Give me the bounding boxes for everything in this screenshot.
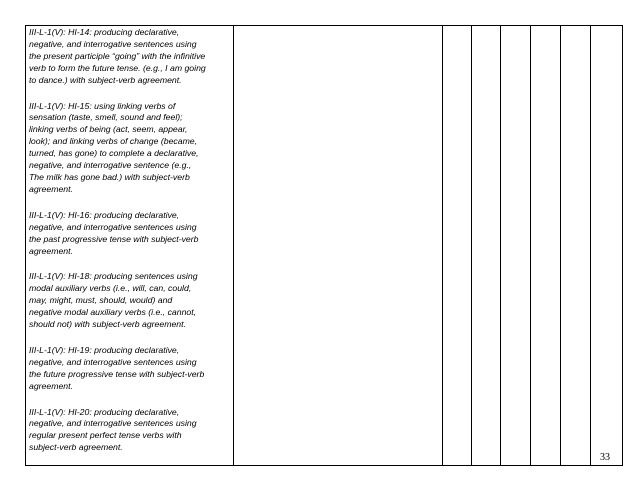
standard-hi-18: III-L-1(V): HI-18: producing sentences using modal auxiliary verbs (i.e., will, can, could, may, might, must, should, would) and negative modal auxiliary verbs (i.e., cannot, should not) with subject-verb agreement. (29, 271, 198, 330)
empty-cell-check-2 (472, 26, 501, 466)
empty-cell-check-4 (531, 26, 561, 466)
empty-cell-check-1 (443, 26, 472, 466)
empty-cell-check-5 (561, 26, 591, 466)
empty-cell-notes (234, 26, 443, 466)
standard-hi-16: III-L-1(V): HI-16: producing declarative, negative, and interrogative sentences using the past progressive tense with subject-verb agreement. (29, 209, 199, 256)
standards-table (25, 25, 623, 466)
standard-hi-19: III-L-1(V): HI-19: producing declarative, negative, and interrogative sentences using the future progressive tense with subject-verb agreement. (29, 344, 205, 391)
empty-cell-check-6 (591, 26, 623, 466)
empty-cell-check-3 (501, 26, 531, 466)
page-number: 33 (600, 452, 610, 463)
standard-hi-14: III-L-1(V): HI-14: producing declarative, negative, and interrogative sentences using the present participle “going” with the infinitive verb to form the future tense. (e.g., I am going to dance.) with subject-verb agreement. (29, 27, 206, 85)
standards-cell (26, 26, 234, 466)
standard-hi-20: III-L-1(V): HI-20: producing declarative, negative, and interrogative sentences using regular present perfect tense verbs with subject-verb agreement. (29, 406, 197, 453)
table-row (26, 26, 623, 466)
standard-hi-15: III-L-1(V): HI-15: using linking verbs of sensation (taste, smell, sound and feel); linking verbs of being (act, seem, appear, look); and linking verbs of change (became, turned, has gone) to complete a declarative, negative, and interrogative sentence (e.g., The milk has gone bad.) with subject-verb agreement. (29, 100, 199, 194)
